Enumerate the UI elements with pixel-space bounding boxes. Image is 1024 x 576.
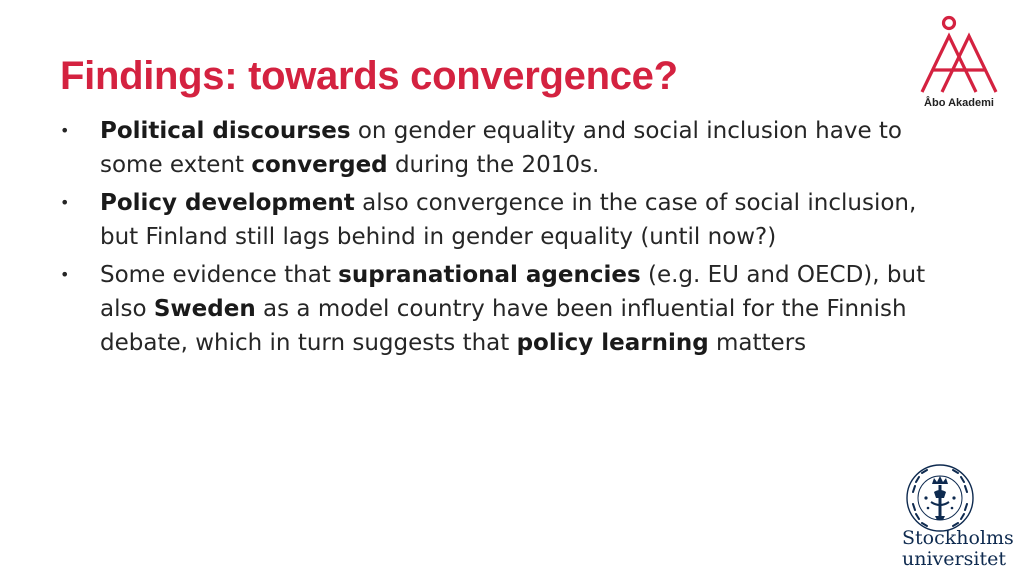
bullet-text-regular: matters bbox=[708, 330, 807, 356]
bullet-text-regular: Some evidence that bbox=[100, 262, 339, 288]
abo-akademi-name: Åbo Akademi bbox=[924, 97, 994, 109]
bullet-text-regular: also convergence in the case of social inclusion, but Finland still lags behind in gender equality (until now?) bbox=[100, 190, 917, 250]
stockholm-university-name-line1: Stockholms bbox=[902, 527, 1014, 549]
bullet-text-regular: as a model country have been influential for the Finnish debate, which in turn suggests that bbox=[100, 296, 907, 356]
bullet-list bbox=[60, 114, 940, 364]
bullet-marker: • bbox=[60, 265, 70, 284]
bullet-text-regular: during the 2010s. bbox=[387, 152, 600, 178]
bullet-text bbox=[100, 118, 902, 178]
bullet-text bbox=[100, 190, 916, 250]
stockholm-university-seal-icon bbox=[904, 462, 976, 534]
bullet-text-regular: on gender equality and social inclusion have to some extent bbox=[100, 118, 903, 178]
bullet-text-bold: policy learning bbox=[516, 330, 709, 356]
bullet-text-bold: Political discourses bbox=[100, 118, 351, 144]
bullet-text-bold: Policy development bbox=[100, 190, 355, 216]
abo-akademi-logo-icon bbox=[912, 14, 1006, 98]
slide-title: Findings: towards convergence? bbox=[60, 54, 678, 98]
bullet-marker: • bbox=[60, 121, 70, 140]
bullet-item bbox=[60, 186, 940, 254]
bullet-item bbox=[60, 258, 940, 360]
stockholm-university-name bbox=[902, 528, 1014, 570]
stockholm-university-logo bbox=[896, 462, 1020, 572]
bullet-text-bold: Sweden bbox=[153, 296, 256, 322]
stockholm-university-name-line2: universitet bbox=[902, 548, 1006, 570]
bullet-text-regular: (e.g. EU and OECD), but also bbox=[100, 262, 926, 322]
bullet-item bbox=[60, 114, 940, 182]
abo-akademi-logo bbox=[912, 14, 1006, 110]
bullet-text-bold: converged bbox=[251, 152, 388, 178]
bullet-marker: • bbox=[60, 193, 70, 212]
bullet-text bbox=[100, 262, 925, 356]
bullet-text-bold: supranational agencies bbox=[338, 262, 641, 288]
